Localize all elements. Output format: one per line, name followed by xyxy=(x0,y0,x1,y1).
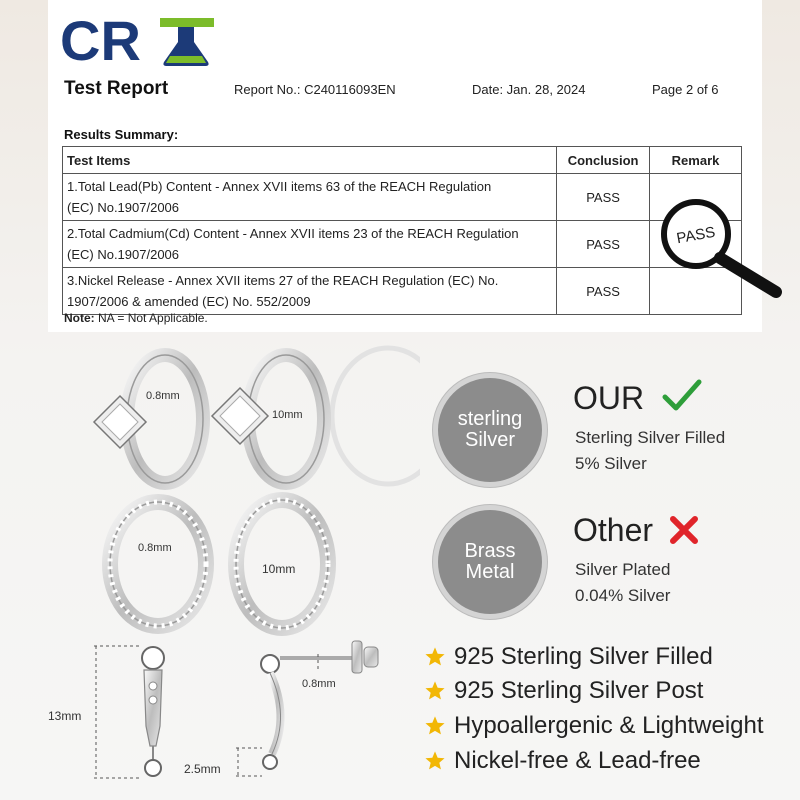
star-icon xyxy=(424,715,446,737)
magnifier-icon xyxy=(658,196,788,302)
table-row xyxy=(63,268,742,315)
results-summary-label: Results Summary: xyxy=(64,127,179,142)
background-hoop xyxy=(332,348,420,484)
other-material: Silver Plated xyxy=(575,560,671,579)
feature-text: 925 Sterling Silver Filled xyxy=(454,643,713,670)
test-report-sheet xyxy=(48,0,762,332)
flask-icon xyxy=(163,27,208,66)
drop-earring-front xyxy=(142,647,164,776)
our-title: OUR xyxy=(573,380,645,416)
star-icon xyxy=(424,750,446,772)
logo-text-cr: CR xyxy=(60,10,141,70)
badge-line: Brass xyxy=(464,540,516,562)
earring-illustrations xyxy=(0,336,420,800)
feature-text: 925 Sterling Silver Post xyxy=(454,677,704,704)
cross-icon xyxy=(668,514,700,546)
hoop1-size-label: 10mm xyxy=(272,409,303,421)
princess-hoop-earring xyxy=(212,355,324,483)
stud-post-label: 0.8mm xyxy=(302,678,336,690)
check-icon xyxy=(662,378,702,412)
results-table xyxy=(62,146,742,315)
sterling-silver-badge xyxy=(438,378,542,482)
drop-length-label: 13mm xyxy=(48,709,82,723)
conclusion-cell: PASS xyxy=(557,268,650,315)
badge-line: sterling xyxy=(457,408,523,430)
our-material: Sterling Silver Filled xyxy=(575,428,726,447)
feature-item xyxy=(424,674,703,708)
table-row xyxy=(63,174,742,221)
table-header-row xyxy=(63,147,742,174)
princess-hoop-earring xyxy=(94,355,203,483)
feature-item xyxy=(424,709,764,743)
drop-earring-side xyxy=(261,641,378,769)
hoop1-thickness-label: 0.8mm xyxy=(146,390,180,402)
test-item-cell: 1.Total Lead(Pb) Content - Annex XVII items 63 of the REACH Regulation (EC) No.1907/2006 xyxy=(63,174,557,221)
hoop2-size-label: 10mm xyxy=(262,562,296,576)
pave-hoop-earring xyxy=(110,502,206,626)
our-silver-content: 5% Silver xyxy=(575,454,647,473)
brass-metal-badge xyxy=(438,510,542,614)
badge-line: Silver xyxy=(464,429,515,451)
report-header xyxy=(64,78,744,102)
conclusion-cell: PASS xyxy=(557,221,650,268)
star-icon xyxy=(424,680,446,702)
other-silver-content: 0.04% Silver xyxy=(575,586,671,605)
feature-item xyxy=(424,640,713,674)
report-page-number: Page 2 of 6 xyxy=(652,82,719,97)
hoop2-thickness-label: 0.8mm xyxy=(138,542,172,554)
table-note: Note: NA = Not Applicable. xyxy=(64,311,208,325)
crt-logo xyxy=(60,10,220,70)
pass-stamp-text: PASS xyxy=(675,223,717,248)
report-number: Report No.: C240116093EN xyxy=(234,82,396,97)
feature-text: Nickel-free & Lead-free xyxy=(454,747,701,774)
column-header: Remark xyxy=(650,147,742,174)
table-row xyxy=(63,221,742,268)
badge-line: Metal xyxy=(465,561,515,583)
column-header: Test Items xyxy=(63,147,557,174)
drop-gem-label: 2.5mm xyxy=(184,762,221,776)
test-item-cell: 3.Nickel Release - Annex XVII items 27 of the REACH Regulation (EC) No. 1907/2006 & amended (EC) No. 552/2009 xyxy=(63,268,557,315)
feature-text: Hypoallergenic & Lightweight xyxy=(454,712,764,739)
other-title: Other xyxy=(573,512,654,548)
column-header: Conclusion xyxy=(557,147,650,174)
report-date: Date: Jan. 28, 2024 xyxy=(472,82,586,97)
test-item-cell: 2.Total Cadmium(Cd) Content - Annex XVII items 23 of the REACH Regulation (EC) No.1907/2006 xyxy=(63,221,557,268)
star-icon xyxy=(424,646,446,668)
report-title: Test Report xyxy=(64,78,169,99)
conclusion-cell: PASS xyxy=(557,174,650,221)
feature-item xyxy=(424,744,701,778)
